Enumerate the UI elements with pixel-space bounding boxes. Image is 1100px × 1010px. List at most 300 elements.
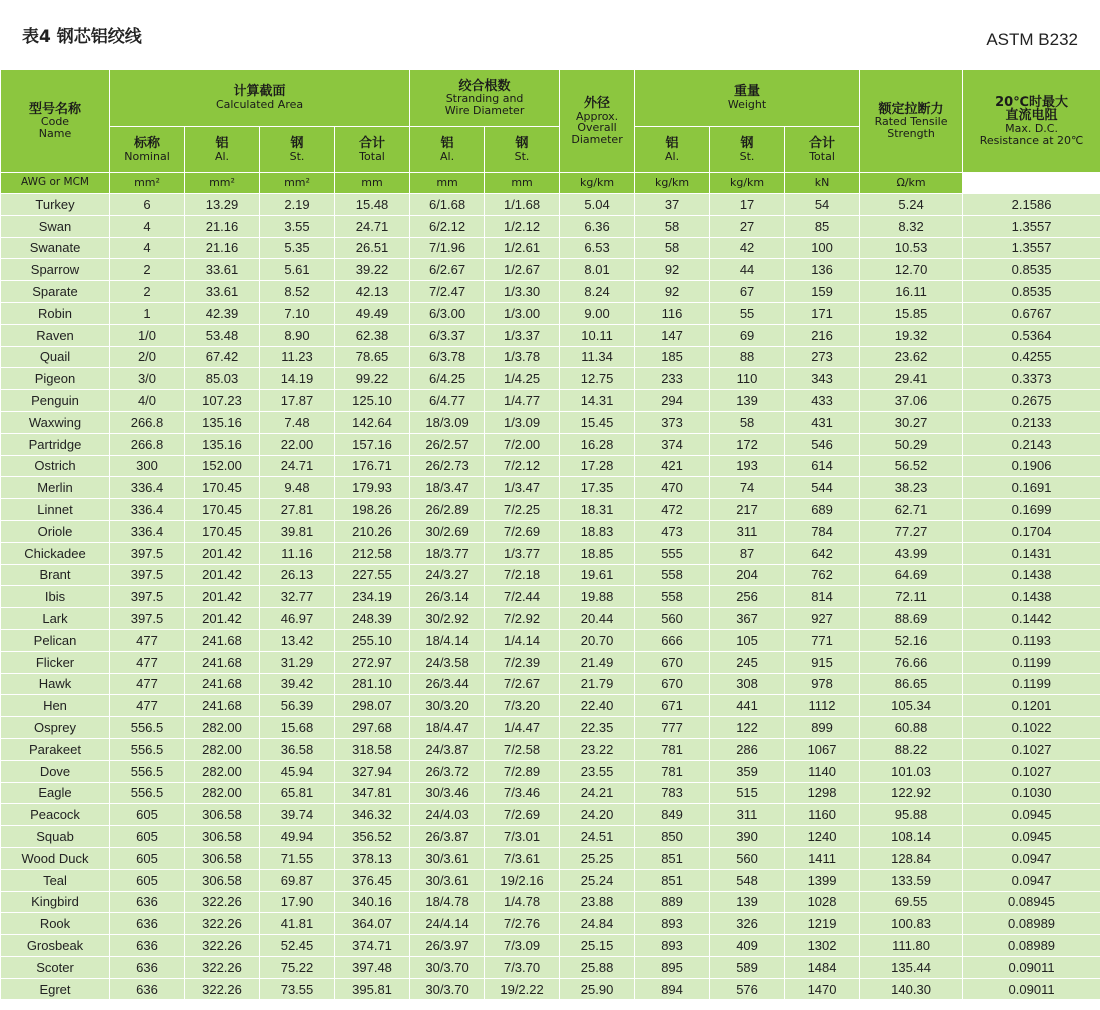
table-cell: 294 xyxy=(635,390,710,412)
table-cell: 42.39 xyxy=(185,302,260,324)
table-cell: 343 xyxy=(785,368,860,390)
table-cell: 7.48 xyxy=(260,411,335,433)
table-cell: 217 xyxy=(710,499,785,521)
table-cell: 1028 xyxy=(785,891,860,913)
table-cell: 783 xyxy=(635,782,710,804)
table-cell: 21.16 xyxy=(185,237,260,259)
table-cell: 636 xyxy=(110,935,185,957)
table-cell: 1160 xyxy=(785,804,860,826)
table-cell: 25.15 xyxy=(560,935,635,957)
table-cell: 22.00 xyxy=(260,433,335,455)
code-name-cell: Pelican xyxy=(1,629,110,651)
table-cell: 298.07 xyxy=(335,695,410,717)
table-cell: 340.16 xyxy=(335,891,410,913)
header-tensile: 额定拉断力 Rated Tensile Strength xyxy=(860,70,963,173)
table-cell: 201.42 xyxy=(185,608,260,630)
header-calculated-area: 计算截面 Calculated Area xyxy=(110,70,410,127)
table-cell: 5.35 xyxy=(260,237,335,259)
table-cell: 322.26 xyxy=(185,956,260,978)
table-cell: 4/0 xyxy=(110,390,185,412)
table-row xyxy=(1,477,1100,499)
table-cell: 56.52 xyxy=(860,455,963,477)
table-cell: 14.31 xyxy=(560,390,635,412)
table-cell: 0.1027 xyxy=(963,760,1100,782)
table-cell: 7/2.25 xyxy=(485,499,560,521)
table-cell: 86.65 xyxy=(860,673,963,695)
table-cell: 0.08989 xyxy=(963,935,1100,957)
table-cell: 548 xyxy=(710,869,785,891)
table-cell: 0.1699 xyxy=(963,499,1100,521)
table-cell: 605 xyxy=(110,847,185,869)
table-cell: 9.48 xyxy=(260,477,335,499)
table-cell: 1 xyxy=(110,302,185,324)
table-cell: 135.16 xyxy=(185,433,260,455)
header-area-total: 合计 Total xyxy=(335,127,410,173)
table-cell: 216 xyxy=(785,324,860,346)
table-cell: 3.55 xyxy=(260,215,335,237)
table-cell: 5.04 xyxy=(560,194,635,216)
table-cell: 851 xyxy=(635,847,710,869)
table-cell: 0.6767 xyxy=(963,302,1100,324)
table-cell: 7/2.18 xyxy=(485,564,560,586)
table-cell: 576 xyxy=(710,978,785,1000)
table-cell: 556.5 xyxy=(110,782,185,804)
table-cell: 135.44 xyxy=(860,956,963,978)
table-row xyxy=(1,956,1100,978)
table-cell: 201.42 xyxy=(185,586,260,608)
table-cell: 69.55 xyxy=(860,891,963,913)
table-cell: 12.75 xyxy=(560,368,635,390)
table-cell: 75.22 xyxy=(260,956,335,978)
table-cell: 71.55 xyxy=(260,847,335,869)
table-cell: 30/3.61 xyxy=(410,847,485,869)
table-cell: 128.84 xyxy=(860,847,963,869)
table-cell: 24.51 xyxy=(560,826,635,848)
table-cell: 15.48 xyxy=(335,194,410,216)
table-cell: 62.38 xyxy=(335,324,410,346)
table-cell: 45.94 xyxy=(260,760,335,782)
table-cell: 282.00 xyxy=(185,782,260,804)
table-cell: 472 xyxy=(635,499,710,521)
table-cell: 636 xyxy=(110,978,185,1000)
table-cell: 546 xyxy=(785,433,860,455)
table-cell: 54 xyxy=(785,194,860,216)
table-cell: 895 xyxy=(635,956,710,978)
unit-cell: mm xyxy=(335,173,410,194)
table-cell: 336.4 xyxy=(110,499,185,521)
table-cell: 3/0 xyxy=(110,368,185,390)
table-cell: 1/2.12 xyxy=(485,215,560,237)
table-cell: 7/2.12 xyxy=(485,455,560,477)
table-cell: 142.64 xyxy=(335,411,410,433)
table-title: 表4 钢芯铝绞线 xyxy=(22,27,142,47)
table-cell: 1240 xyxy=(785,826,860,848)
table-cell: 50.29 xyxy=(860,433,963,455)
table-cell: 2 xyxy=(110,259,185,281)
table-row xyxy=(1,913,1100,935)
table-cell: 201.42 xyxy=(185,542,260,564)
table-cell: 605 xyxy=(110,869,185,891)
table-cell: 0.1442 xyxy=(963,608,1100,630)
unit-cell: Ω/km xyxy=(860,173,963,194)
table-cell: 8.52 xyxy=(260,281,335,303)
table-cell: 777 xyxy=(635,717,710,739)
table-cell: 8.32 xyxy=(860,215,963,237)
table-cell: 6.53 xyxy=(560,237,635,259)
table-cell: 11.23 xyxy=(260,346,335,368)
table-cell: 7/3.70 xyxy=(485,956,560,978)
table-cell: 18/4.14 xyxy=(410,629,485,651)
table-cell: 24/3.87 xyxy=(410,738,485,760)
table-cell: 5.24 xyxy=(860,194,963,216)
table-cell: 0.1438 xyxy=(963,586,1100,608)
table-cell: 157.16 xyxy=(335,433,410,455)
table-cell: 0.2133 xyxy=(963,411,1100,433)
table-cell: 73.55 xyxy=(260,978,335,1000)
table-cell: 11.16 xyxy=(260,542,335,564)
table-cell: 1219 xyxy=(785,913,860,935)
table-cell: 241.68 xyxy=(185,651,260,673)
table-cell: 899 xyxy=(785,717,860,739)
table-cell: 556.5 xyxy=(110,738,185,760)
table-cell: 6/3.37 xyxy=(410,324,485,346)
table-row xyxy=(1,564,1100,586)
table-cell: 851 xyxy=(635,869,710,891)
table-cell: 1298 xyxy=(785,782,860,804)
table-cell: 23.55 xyxy=(560,760,635,782)
table-cell: 52.45 xyxy=(260,935,335,957)
code-name-cell: Hen xyxy=(1,695,110,717)
table-cell: 44 xyxy=(710,259,785,281)
table-cell: 4 xyxy=(110,237,185,259)
table-cell: 670 xyxy=(635,651,710,673)
table-cell: 108.14 xyxy=(860,826,963,848)
table-row xyxy=(1,738,1100,760)
table-cell: 477 xyxy=(110,673,185,695)
table-cell: 92 xyxy=(635,281,710,303)
table-cell: 1/3.78 xyxy=(485,346,560,368)
code-name-cell: Oriole xyxy=(1,520,110,542)
table-cell: 781 xyxy=(635,738,710,760)
code-name-cell: Sparate xyxy=(1,281,110,303)
table-row xyxy=(1,237,1100,259)
table-cell: 22.40 xyxy=(560,695,635,717)
table-cell: 26.13 xyxy=(260,564,335,586)
table-cell: 336.4 xyxy=(110,520,185,542)
table-cell: 8.90 xyxy=(260,324,335,346)
unit-cell: AWG or MCM xyxy=(1,173,110,194)
table-cell: 347.81 xyxy=(335,782,410,804)
code-name-cell: Partridge xyxy=(1,433,110,455)
table-cell: 15.85 xyxy=(860,302,963,324)
table-cell: 21.16 xyxy=(185,215,260,237)
table-cell: 107.23 xyxy=(185,390,260,412)
table-cell: 0.1438 xyxy=(963,564,1100,586)
table-cell: 6/2.12 xyxy=(410,215,485,237)
header-nominal: 标称 Nominal xyxy=(110,127,185,173)
code-name-cell: Merlin xyxy=(1,477,110,499)
table-row xyxy=(1,281,1100,303)
table-cell: 374 xyxy=(635,433,710,455)
table-cell: 7/2.69 xyxy=(485,804,560,826)
table-cell: 397.5 xyxy=(110,586,185,608)
table-cell: 893 xyxy=(635,935,710,957)
table-cell: 978 xyxy=(785,673,860,695)
table-cell: 42.13 xyxy=(335,281,410,303)
table-cell: 272.97 xyxy=(335,651,410,673)
header-code-name: 型号名称 Code Name xyxy=(1,70,110,173)
table-cell: 7/2.58 xyxy=(485,738,560,760)
unit-cell: mm² xyxy=(110,173,185,194)
table-cell: 850 xyxy=(635,826,710,848)
table-cell: 33.61 xyxy=(185,281,260,303)
table-cell: 39.81 xyxy=(260,520,335,542)
table-cell: 248.39 xyxy=(335,608,410,630)
table-cell: 0.1193 xyxy=(963,629,1100,651)
table-row xyxy=(1,433,1100,455)
table-cell: 7/2.39 xyxy=(485,651,560,673)
table-row xyxy=(1,499,1100,521)
table-cell: 636 xyxy=(110,956,185,978)
table-cell: 176.71 xyxy=(335,455,410,477)
code-name-cell: Robin xyxy=(1,302,110,324)
table-cell: 395.81 xyxy=(335,978,410,1000)
table-cell: 0.1201 xyxy=(963,695,1100,717)
table-cell: 0.8535 xyxy=(963,259,1100,281)
code-name-cell: Parakeet xyxy=(1,738,110,760)
table-cell: 24/4.03 xyxy=(410,804,485,826)
table-cell: 1/3.77 xyxy=(485,542,560,564)
table-cell: 17.87 xyxy=(260,390,335,412)
unit-cell: kg/km xyxy=(560,173,635,194)
table-cell: 24.71 xyxy=(260,455,335,477)
code-name-cell: Lark xyxy=(1,608,110,630)
table-cell: 1/0 xyxy=(110,324,185,346)
table-cell: 2 xyxy=(110,281,185,303)
table-cell: 397.5 xyxy=(110,564,185,586)
table-cell: 26/2.57 xyxy=(410,433,485,455)
table-cell: 39.42 xyxy=(260,673,335,695)
code-name-cell: Flicker xyxy=(1,651,110,673)
table-cell: 88.69 xyxy=(860,608,963,630)
table-row xyxy=(1,847,1100,869)
header-resistance: 20℃时最大 直流电阻 Max. D.C. Resistance at 20℃ xyxy=(963,70,1100,173)
table-cell: 308 xyxy=(710,673,785,695)
table-cell: 111.80 xyxy=(860,935,963,957)
table-cell: 49.49 xyxy=(335,302,410,324)
table-cell: 241.68 xyxy=(185,673,260,695)
table-cell: 7/2.44 xyxy=(485,586,560,608)
header-diameter: 外径 Approx. Overall Diameter xyxy=(560,70,635,173)
table-cell: 88 xyxy=(710,346,785,368)
table-cell: 0.1030 xyxy=(963,782,1100,804)
table-cell: 46.97 xyxy=(260,608,335,630)
table-cell: 7/2.67 xyxy=(485,673,560,695)
code-name-cell: Scoter xyxy=(1,956,110,978)
table-cell: 72.11 xyxy=(860,586,963,608)
table-cell: 306.58 xyxy=(185,804,260,826)
table-cell: 306.58 xyxy=(185,826,260,848)
table-cell: 915 xyxy=(785,651,860,673)
table-cell: 185 xyxy=(635,346,710,368)
table-cell: 0.08989 xyxy=(963,913,1100,935)
table-cell: 210.26 xyxy=(335,520,410,542)
table-cell: 22.35 xyxy=(560,717,635,739)
header-stranding: 绞合根数 Stranding and Wire Diameter xyxy=(410,70,560,127)
table-cell: 282.00 xyxy=(185,760,260,782)
table-cell: 7/2.76 xyxy=(485,913,560,935)
table-cell: 346.32 xyxy=(335,804,410,826)
table-cell: 1/1.68 xyxy=(485,194,560,216)
table-cell: 1484 xyxy=(785,956,860,978)
table-cell: 0.0945 xyxy=(963,826,1100,848)
table-cell: 201.42 xyxy=(185,564,260,586)
table-cell: 1/3.37 xyxy=(485,324,560,346)
table-cell: 6/4.77 xyxy=(410,390,485,412)
table-cell: 42 xyxy=(710,237,785,259)
table-row xyxy=(1,194,1100,216)
table-cell: 2/0 xyxy=(110,346,185,368)
code-name-cell: Ibis xyxy=(1,586,110,608)
table-row xyxy=(1,368,1100,390)
table-cell: 26/3.97 xyxy=(410,935,485,957)
table-cell: 212.58 xyxy=(335,542,410,564)
code-name-cell: Pigeon xyxy=(1,368,110,390)
table-cell: 170.45 xyxy=(185,520,260,542)
table-cell: 671 xyxy=(635,695,710,717)
table-cell: 26/3.72 xyxy=(410,760,485,782)
table-cell: 16.11 xyxy=(860,281,963,303)
code-name-cell: Penguin xyxy=(1,390,110,412)
code-name-cell: Peacock xyxy=(1,804,110,826)
table-cell: 26/2.73 xyxy=(410,455,485,477)
table-cell: 20.44 xyxy=(560,608,635,630)
table-cell: 26/2.89 xyxy=(410,499,485,521)
table-cell: 311 xyxy=(710,520,785,542)
table-cell: 0.4255 xyxy=(963,346,1100,368)
table-cell: 24.20 xyxy=(560,804,635,826)
table-cell: 431 xyxy=(785,411,860,433)
table-cell: 605 xyxy=(110,804,185,826)
table-cell: 421 xyxy=(635,455,710,477)
table-cell: 26/3.44 xyxy=(410,673,485,695)
table-cell: 0.09011 xyxy=(963,978,1100,1000)
table-cell: 10.11 xyxy=(560,324,635,346)
table-cell: 30/3.46 xyxy=(410,782,485,804)
table-cell: 1302 xyxy=(785,935,860,957)
table-cell: 139 xyxy=(710,891,785,913)
table-cell: 74 xyxy=(710,477,785,499)
table-cell: 0.2143 xyxy=(963,433,1100,455)
table-cell: 8.24 xyxy=(560,281,635,303)
table-cell: 29.41 xyxy=(860,368,963,390)
table-cell: 282.00 xyxy=(185,738,260,760)
table-cell: 0.1022 xyxy=(963,717,1100,739)
table-cell: 23.62 xyxy=(860,346,963,368)
table-cell: 409 xyxy=(710,935,785,957)
table-cell: 6/4.25 xyxy=(410,368,485,390)
table-cell: 100.83 xyxy=(860,913,963,935)
code-name-cell: Dove xyxy=(1,760,110,782)
table-cell: 2.1586 xyxy=(963,194,1100,216)
table-cell: 1/2.61 xyxy=(485,237,560,259)
code-name-cell: Teal xyxy=(1,869,110,891)
unit-cell: mm xyxy=(410,173,485,194)
table-cell: 359 xyxy=(710,760,785,782)
table-cell: 477 xyxy=(110,695,185,717)
table-cell: 636 xyxy=(110,913,185,935)
table-cell: 92 xyxy=(635,259,710,281)
table-cell: 322.26 xyxy=(185,891,260,913)
table-cell: 18.85 xyxy=(560,542,635,564)
table-cell: 326 xyxy=(710,913,785,935)
table-cell: 927 xyxy=(785,608,860,630)
table-cell: 281.10 xyxy=(335,673,410,695)
table-cell: 560 xyxy=(710,847,785,869)
table-cell: 814 xyxy=(785,586,860,608)
table-cell: 255.10 xyxy=(335,629,410,651)
code-name-cell: Grosbeak xyxy=(1,935,110,957)
table-cell: 17.90 xyxy=(260,891,335,913)
table-cell: 55 xyxy=(710,302,785,324)
table-cell: 241.68 xyxy=(185,629,260,651)
table-cell: 0.1027 xyxy=(963,738,1100,760)
table-row xyxy=(1,978,1100,1000)
table-row xyxy=(1,891,1100,913)
table-cell: 0.2675 xyxy=(963,390,1100,412)
table-cell: 477 xyxy=(110,651,185,673)
table-cell: 306.58 xyxy=(185,869,260,891)
table-row xyxy=(1,695,1100,717)
units-row xyxy=(1,173,1100,194)
code-name-cell: Hawk xyxy=(1,673,110,695)
table-cell: 170.45 xyxy=(185,499,260,521)
table-cell: 198.26 xyxy=(335,499,410,521)
table-cell: 6.36 xyxy=(560,215,635,237)
code-name-cell: Raven xyxy=(1,324,110,346)
code-name-cell: Eagle xyxy=(1,782,110,804)
table-cell: 62.71 xyxy=(860,499,963,521)
table-cell: 1112 xyxy=(785,695,860,717)
table-row xyxy=(1,346,1100,368)
table-cell: 515 xyxy=(710,782,785,804)
table-cell: 7/2.69 xyxy=(485,520,560,542)
table-row xyxy=(1,542,1100,564)
header-area-al: 铝 Al. xyxy=(185,127,260,173)
table-cell: 1/4.47 xyxy=(485,717,560,739)
table-cell: 1.3557 xyxy=(963,215,1100,237)
table-cell: 18.31 xyxy=(560,499,635,521)
table-cell: 7/3.20 xyxy=(485,695,560,717)
table-cell: 133.59 xyxy=(860,869,963,891)
table-cell: 87 xyxy=(710,542,785,564)
table-cell: 241.68 xyxy=(185,695,260,717)
table-row xyxy=(1,869,1100,891)
table-cell: 37.06 xyxy=(860,390,963,412)
table-row xyxy=(1,259,1100,281)
table-cell: 53.48 xyxy=(185,324,260,346)
code-name-cell: Ostrich xyxy=(1,455,110,477)
table-cell: 60.88 xyxy=(860,717,963,739)
table-cell: 470 xyxy=(635,477,710,499)
table-cell: 15.68 xyxy=(260,717,335,739)
table-cell: 26.51 xyxy=(335,237,410,259)
table-cell: 0.5364 xyxy=(963,324,1100,346)
table-cell: 56.39 xyxy=(260,695,335,717)
table-cell: 356.52 xyxy=(335,826,410,848)
table-cell: 6/3.78 xyxy=(410,346,485,368)
header-area-st: 钢 St. xyxy=(260,127,335,173)
